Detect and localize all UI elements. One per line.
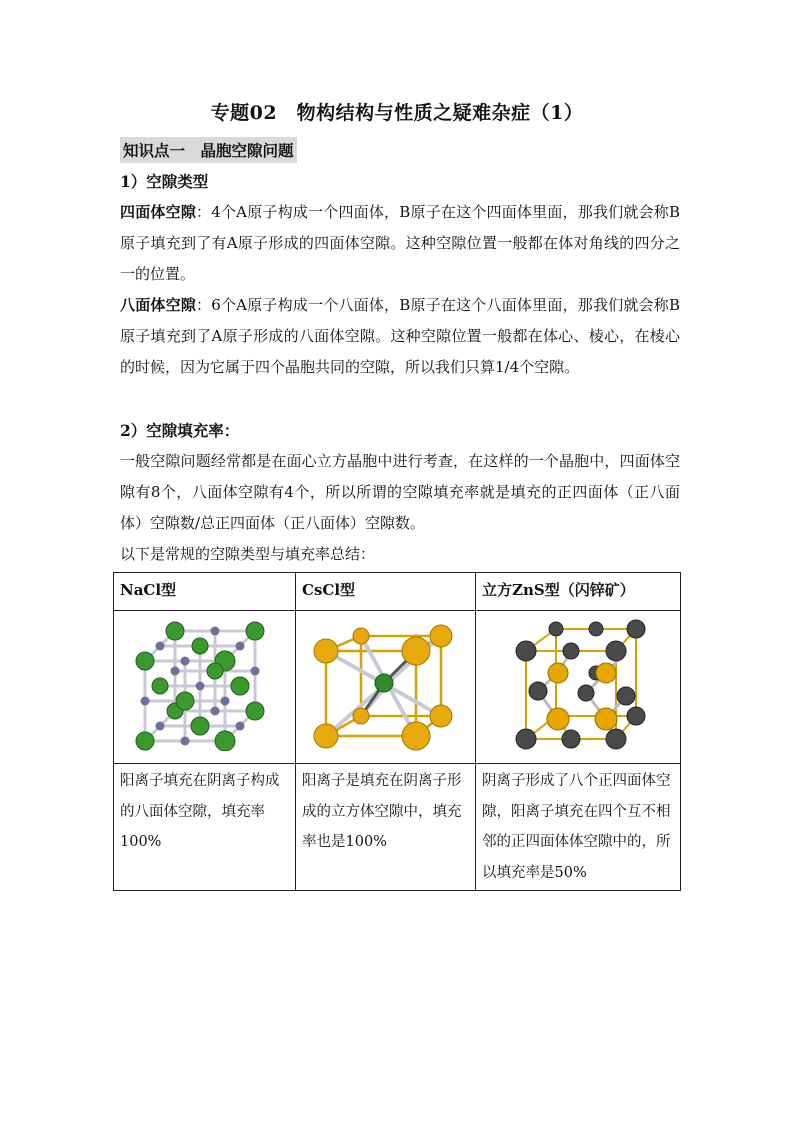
page-title: 专题02 物构结构与性质之疑难杂症（1） — [210, 102, 584, 124]
nacl-description: 阳离子填充在阴离子构成的八面体空隙，填充率100% — [120, 773, 280, 850]
zns-image-cell — [476, 611, 681, 764]
cscl-description: 阳离子是填充在阴离子形成的立方体空隙中，填充率也是100% — [302, 773, 462, 850]
octahedral-text: ：6个A原子构成一个八面体，B原子在这个八面体里面，那我们就会称B原子填充到了A原子形成的八面体空隙。这种空隙位置一般都在体心、棱心，在棱心的时候，因为它属于四个晶胞共同的空隙，所以我们只算1/4个空隙。 — [120, 296, 680, 376]
zns-description: 阴离子形成了八个正四面体空隙，阳离子填充在四个互不相邻的正四面体体空隙中的，所以填充率是50% — [482, 773, 671, 881]
table-description-cell — [296, 764, 476, 891]
table-intro: 以下是常规的空隙类型与填充率总结： — [120, 545, 376, 563]
tetrahedral-paragraph — [120, 197, 680, 290]
octahedral-paragraph — [120, 290, 680, 383]
nacl-header: NaCl型 — [120, 581, 177, 599]
table-header-row — [114, 573, 681, 611]
knowledge-point-heading: 知识点一 晶胞空隙问题 — [120, 137, 297, 163]
cscl-header: CsCl型 — [302, 581, 356, 599]
nacl-image-cell — [114, 611, 296, 764]
tetrahedral-text: ：4个A原子构成一个四面体，B原子在这个四面体里面，那我们就会称B原子填充到了有A原子形成的四面体空隙。这种空隙位置一般都在体对角线的四分之一的位置。 — [120, 203, 680, 283]
section2-heading: 2）空隙填充率： — [120, 421, 240, 440]
table-image-row — [114, 611, 681, 764]
zns-crystal-structure-image — [498, 611, 658, 751]
tetrahedral-label: 四面体空隙 — [120, 203, 197, 221]
cscl-crystal-structure-image — [306, 611, 466, 751]
cscl-image-cell — [296, 611, 476, 764]
table-description-cell — [476, 764, 681, 891]
gap-summary-table — [113, 572, 681, 891]
octahedral-label: 八面体空隙 — [120, 296, 197, 314]
table-description-row — [114, 764, 681, 891]
zns-header: 立方ZnS型（闪锌矿） — [482, 581, 635, 599]
table-header-cell — [114, 573, 296, 611]
fill-rate-paragraph: 一般空隙问题经常都是在面心立方晶胞中进行考查，在这样的一个晶胞中，四面体空隙有8个，八面体空隙有4个，所以所谓的空隙填充率就是填充的正四面体（正八面体）空隙数/总正四面体（正八面体）空隙数。 — [120, 452, 680, 532]
nacl-crystal-structure-image — [125, 611, 285, 751]
table-header-cell — [476, 573, 681, 611]
table-description-cell — [114, 764, 296, 891]
section1-heading: 1）空隙类型 — [120, 172, 209, 191]
table-header-cell — [296, 573, 476, 611]
